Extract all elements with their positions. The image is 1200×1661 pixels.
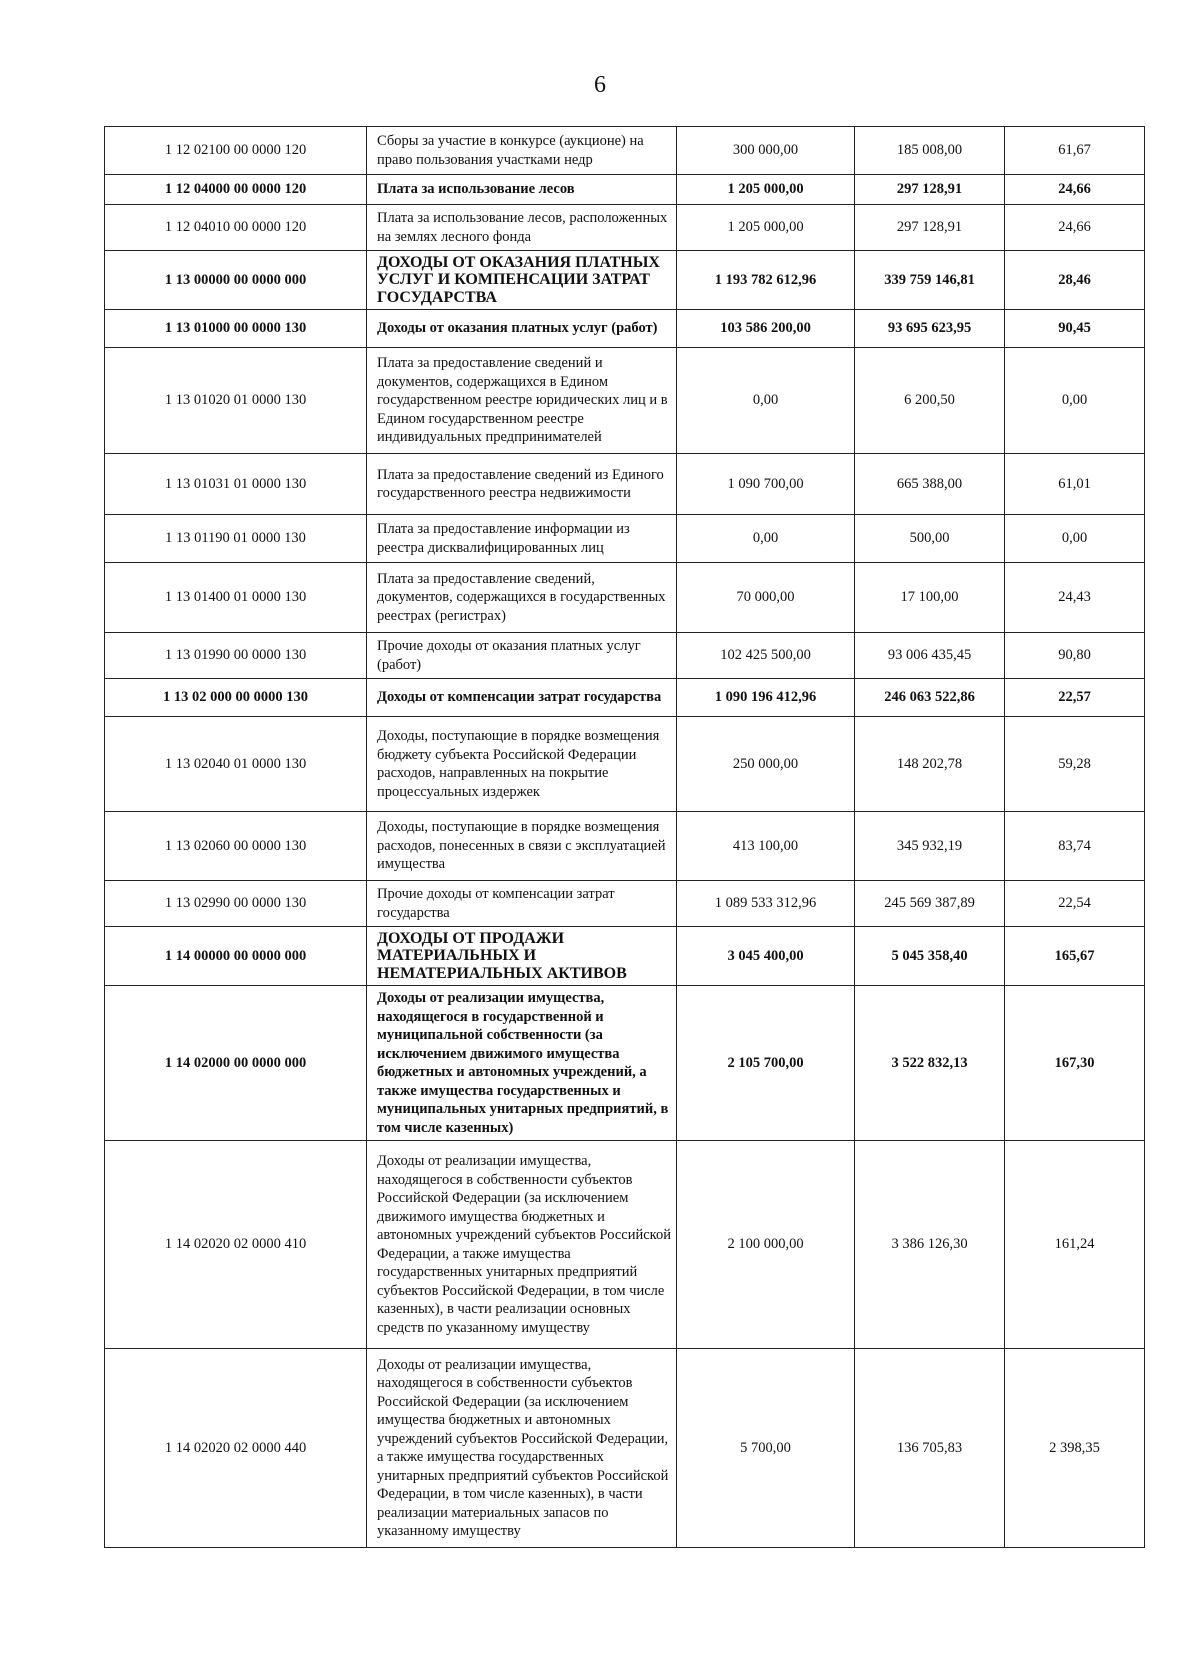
revenue-name: Плата за предоставление информации из реестра дисквалифицированных лиц	[367, 515, 677, 563]
execution-percent: 2 398,35	[1005, 1349, 1145, 1548]
execution-percent: 22,54	[1005, 881, 1145, 927]
kbk-code: 1 14 00000 00 0000 000	[105, 927, 367, 986]
actual-amount: 185 008,00	[855, 127, 1005, 175]
page-number: 6	[594, 72, 606, 98]
revenue-table	[104, 126, 1145, 1548]
execution-percent: 24,66	[1005, 175, 1145, 205]
table-row	[105, 927, 1145, 986]
table-row	[105, 679, 1145, 717]
kbk-code: 1 13 00000 00 0000 000	[105, 251, 367, 310]
actual-amount: 339 759 146,81	[855, 251, 1005, 310]
table-row	[105, 881, 1145, 927]
revenue-name: Сборы за участие в конкурсе (аукционе) на право пользования участками недр	[367, 127, 677, 175]
revenue-name: Плата за предоставление сведений и документов, содержащихся в Едином государственном реестре юридических лиц и в Едином государственном реестре индивидуальных предпринимателей	[367, 348, 677, 454]
kbk-code: 1 14 02000 00 0000 000	[105, 986, 367, 1141]
actual-amount: 6 200,50	[855, 348, 1005, 454]
plan-amount: 1 089 533 312,96	[677, 881, 855, 927]
table-row	[105, 986, 1145, 1141]
actual-amount: 136 705,83	[855, 1349, 1005, 1548]
kbk-code: 1 12 04000 00 0000 120	[105, 175, 367, 205]
revenue-name: Доходы от оказания платных услуг (работ)	[367, 310, 677, 348]
actual-amount: 5 045 358,40	[855, 927, 1005, 986]
plan-amount: 2 105 700,00	[677, 986, 855, 1141]
plan-amount: 102 425 500,00	[677, 633, 855, 679]
table-row	[105, 633, 1145, 679]
actual-amount: 665 388,00	[855, 454, 1005, 515]
table-row	[105, 563, 1145, 633]
revenue-name: Доходы от компенсации затрат государства	[367, 679, 677, 717]
plan-amount: 1 193 782 612,96	[677, 251, 855, 310]
plan-amount: 0,00	[677, 348, 855, 454]
execution-percent: 24,66	[1005, 205, 1145, 251]
table-row	[105, 454, 1145, 515]
execution-percent: 61,67	[1005, 127, 1145, 175]
revenue-name: Доходы от реализации имущества, находящегося в собственности субъектов Российской Федерации (за исключением движимого имущества бюджетных и автономных учреждений субъектов Российской Федерации, а также имущества государственных унитарных предприятий субъектов Российской Федерации, в том числе казенных), в части реализации основных средств по указанному имуществу	[367, 1141, 677, 1349]
actual-amount: 148 202,78	[855, 717, 1005, 812]
kbk-code: 1 13 01020 01 0000 130	[105, 348, 367, 454]
plan-amount: 1 090 700,00	[677, 454, 855, 515]
table-row	[105, 1349, 1145, 1548]
actual-amount: 297 128,91	[855, 175, 1005, 205]
execution-percent: 83,74	[1005, 812, 1145, 881]
execution-percent: 24,43	[1005, 563, 1145, 633]
plan-amount: 103 586 200,00	[677, 310, 855, 348]
kbk-code: 1 13 02040 01 0000 130	[105, 717, 367, 812]
kbk-code: 1 13 02990 00 0000 130	[105, 881, 367, 927]
execution-percent: 165,67	[1005, 927, 1145, 986]
plan-amount: 300 000,00	[677, 127, 855, 175]
revenue-name: Плата за использование лесов, расположенных на землях лесного фонда	[367, 205, 677, 251]
plan-amount: 413 100,00	[677, 812, 855, 881]
table-row	[105, 205, 1145, 251]
table-row	[105, 812, 1145, 881]
actual-amount: 245 569 387,89	[855, 881, 1005, 927]
execution-percent: 0,00	[1005, 515, 1145, 563]
table-row	[105, 717, 1145, 812]
execution-percent: 0,00	[1005, 348, 1145, 454]
table-row	[105, 310, 1145, 348]
table-row	[105, 175, 1145, 205]
actual-amount: 3 522 832,13	[855, 986, 1005, 1141]
execution-percent: 22,57	[1005, 679, 1145, 717]
actual-amount: 500,00	[855, 515, 1005, 563]
execution-percent: 161,24	[1005, 1141, 1145, 1349]
table-row	[105, 251, 1145, 310]
actual-amount: 345 932,19	[855, 812, 1005, 881]
revenue-name: Плата за предоставление сведений, документов, содержащихся в государственных реестрах (регистрах)	[367, 563, 677, 633]
revenue-name: Доходы от реализации имущества, находящегося в собственности субъектов Российской Федерации (за исключением имущества бюджетных и автономных учреждений субъектов Российской Федерации, а также имущества государственных унитарных предприятий субъектов Российской Федерации, в том числе казенных), в части реализации материальных запасов по указанному имуществу	[367, 1349, 677, 1548]
plan-amount: 1 205 000,00	[677, 175, 855, 205]
execution-percent: 59,28	[1005, 717, 1145, 812]
revenue-name: Доходы от реализации имущества, находящегося в государственной и муниципальной собственности (за исключением движимого имущества бюджетных и автономных учреждений, а также имущества государственных и муниципальных унитарных предприятий, в том числе казенных)	[367, 986, 677, 1141]
revenue-name: Прочие доходы от компенсации затрат государства	[367, 881, 677, 927]
kbk-code: 1 14 02020 02 0000 440	[105, 1349, 367, 1548]
kbk-code: 1 13 01000 00 0000 130	[105, 310, 367, 348]
kbk-code: 1 14 02020 02 0000 410	[105, 1141, 367, 1349]
revenue-name: Плата за использование лесов	[367, 175, 677, 205]
kbk-code: 1 12 04010 00 0000 120	[105, 205, 367, 251]
kbk-code: 1 13 01400 01 0000 130	[105, 563, 367, 633]
execution-percent: 61,01	[1005, 454, 1145, 515]
kbk-code: 1 13 01031 01 0000 130	[105, 454, 367, 515]
kbk-code: 1 12 02100 00 0000 120	[105, 127, 367, 175]
actual-amount: 297 128,91	[855, 205, 1005, 251]
plan-amount: 1 090 196 412,96	[677, 679, 855, 717]
table-row	[105, 348, 1145, 454]
execution-percent: 167,30	[1005, 986, 1145, 1141]
table-row	[105, 515, 1145, 563]
revenue-name: ДОХОДЫ ОТ ПРОДАЖИ МАТЕРИАЛЬНЫХ И НЕМАТЕРИАЛЬНЫХ АКТИВОВ	[367, 927, 677, 986]
plan-amount: 5 700,00	[677, 1349, 855, 1548]
actual-amount: 3 386 126,30	[855, 1141, 1005, 1349]
kbk-code: 1 13 02 000 00 0000 130	[105, 679, 367, 717]
actual-amount: 93 695 623,95	[855, 310, 1005, 348]
actual-amount: 93 006 435,45	[855, 633, 1005, 679]
kbk-code: 1 13 01990 00 0000 130	[105, 633, 367, 679]
plan-amount: 250 000,00	[677, 717, 855, 812]
actual-amount: 246 063 522,86	[855, 679, 1005, 717]
revenue-name: Плата за предоставление сведений из Единого государственного реестра недвижимости	[367, 454, 677, 515]
plan-amount: 1 205 000,00	[677, 205, 855, 251]
execution-percent: 28,46	[1005, 251, 1145, 310]
kbk-code: 1 13 02060 00 0000 130	[105, 812, 367, 881]
kbk-code: 1 13 01190 01 0000 130	[105, 515, 367, 563]
plan-amount: 70 000,00	[677, 563, 855, 633]
plan-amount: 3 045 400,00	[677, 927, 855, 986]
execution-percent: 90,80	[1005, 633, 1145, 679]
revenue-name: Доходы, поступающие в порядке возмещения бюджету субъекта Российской Федерации расходов, направленных на покрытие процессуальных издержек	[367, 717, 677, 812]
execution-percent: 90,45	[1005, 310, 1145, 348]
actual-amount: 17 100,00	[855, 563, 1005, 633]
revenue-name: Доходы, поступающие в порядке возмещения расходов, понесенных в связи с эксплуатацией имущества	[367, 812, 677, 881]
plan-amount: 2 100 000,00	[677, 1141, 855, 1349]
table-row	[105, 127, 1145, 175]
revenue-name: Прочие доходы от оказания платных услуг (работ)	[367, 633, 677, 679]
revenue-name: ДОХОДЫ ОТ ОКАЗАНИЯ ПЛАТНЫХ УСЛУГ И КОМПЕНСАЦИИ ЗАТРАТ ГОСУДАРСТВА	[367, 251, 677, 310]
plan-amount: 0,00	[677, 515, 855, 563]
table-row	[105, 1141, 1145, 1349]
